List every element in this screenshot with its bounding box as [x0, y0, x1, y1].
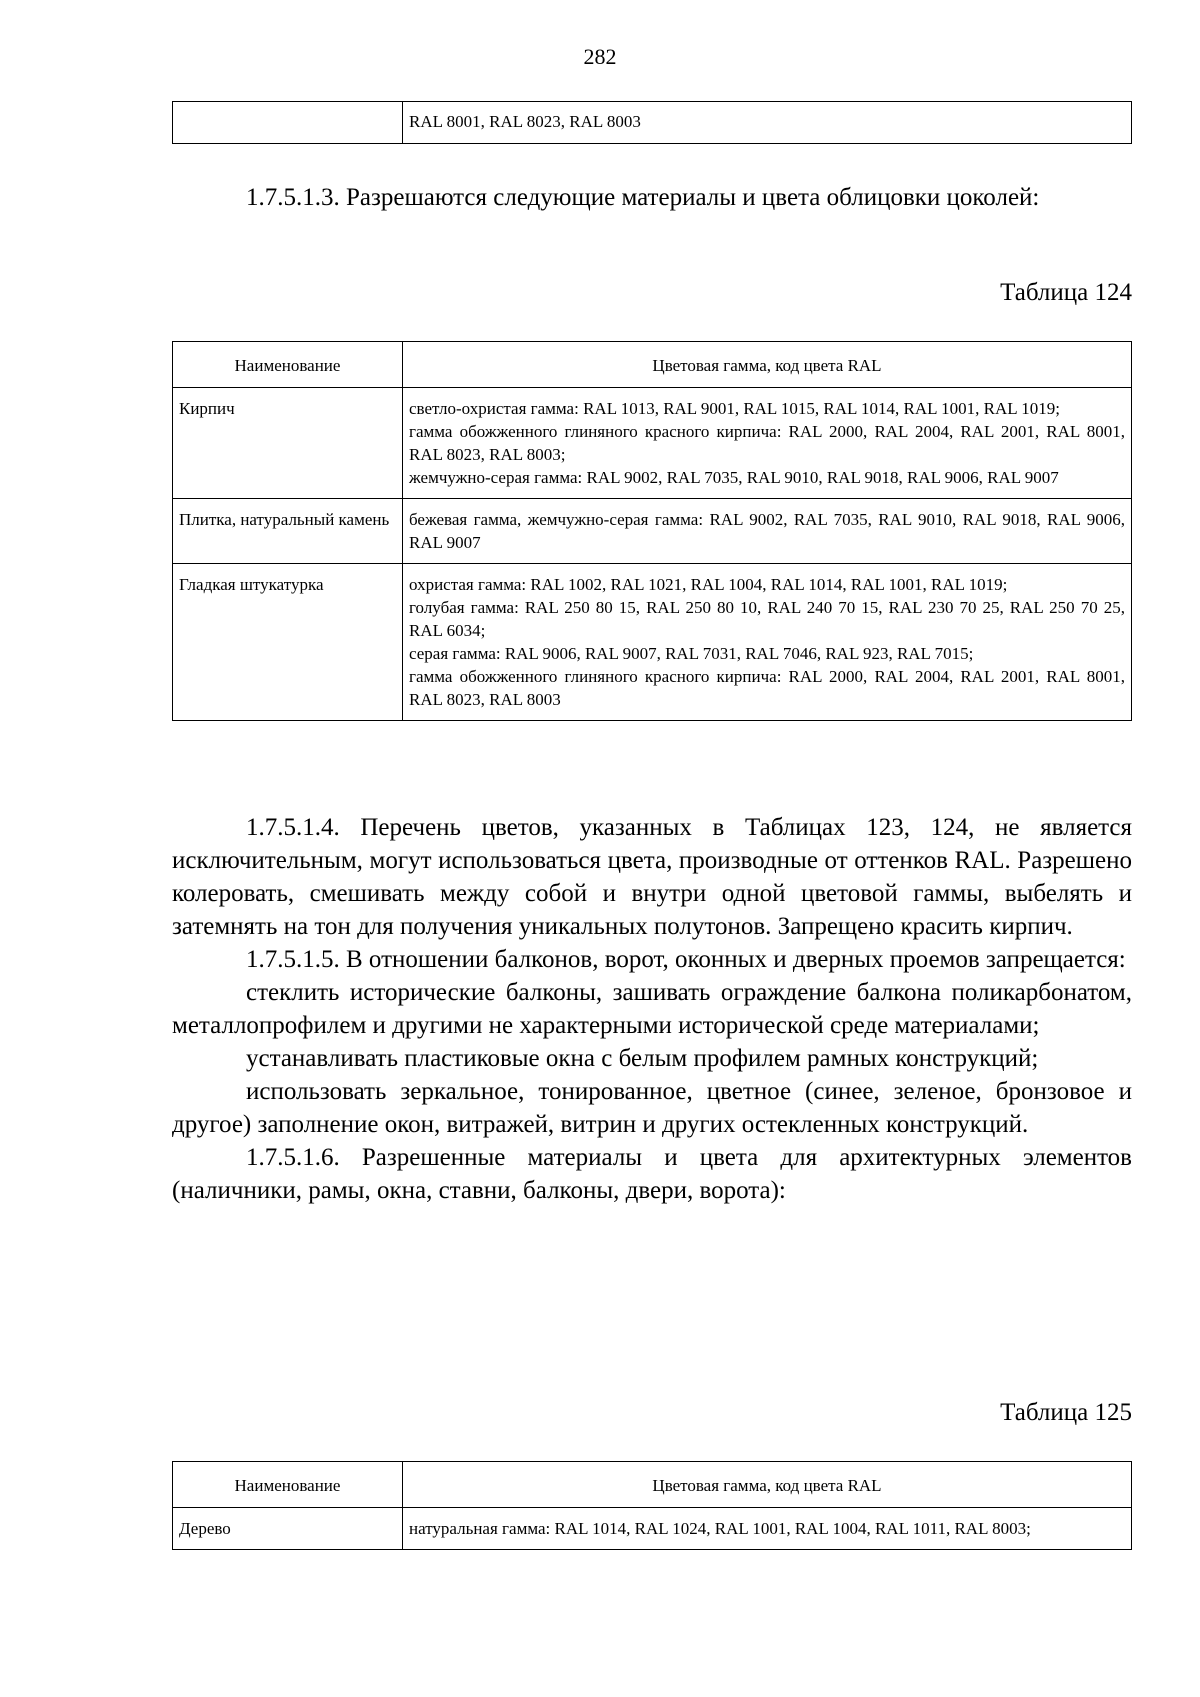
cell-colors — [403, 388, 1132, 499]
color-line: гамма обожженного глиняного красного кирпича: RAL 2000, RAL 2004, RAL 2001, RAL 8001, RAL 8023, RAL 8003; — [409, 422, 1125, 464]
cell-colors — [403, 564, 1132, 721]
color-line: натуральная гамма: RAL 1014, RAL 1024, RAL 1001, RAL 1004, RAL 1011, RAL 8003; — [409, 1519, 1031, 1538]
page-number: 282 — [583, 44, 617, 69]
color-line: бежевая гамма, жемчужно-серая гамма: RAL 9002, RAL 7035, RAL 9010, RAL 9018, RAL 9006, RAL 9007 — [409, 510, 1125, 552]
paragraph-1-7-5-1-4: 1.7.5.1.4. Перечень цветов, указанных в Таблицах 123, 124, не является исключительным, могут использоваться цвета, производные от оттенков RAL. Разрешено колеровать, смешивать между собой и внутри одной цветовой гаммы, выбелять и затемнять на тон для получения уникальных полутонов. Запрещено красить кирпич. — [172, 814, 1132, 940]
cell-name — [173, 102, 403, 144]
header-colors: Цветовая гамма, код цвета RAL — [403, 1462, 1132, 1508]
table-125-caption: Таблица 125 — [1000, 1399, 1132, 1426]
color-line: охристая гамма: RAL 1002, RAL 1021, RAL 1004, RAL 1014, RAL 1001, RAL 1019; — [409, 575, 1008, 594]
table-row — [173, 499, 1132, 564]
table-row — [173, 102, 1132, 144]
cell-name: Плитка, натуральный камень — [173, 499, 403, 564]
paragraph-item-windows: устанавливать пластиковые окна с белым профилем рамных конструкций; — [246, 1045, 1039, 1072]
table-125 — [172, 1461, 1132, 1550]
cell-colors — [403, 1508, 1132, 1550]
color-line: гамма обожженного глиняного красного кирпича: RAL 2000, RAL 2004, RAL 2001, RAL 8001, RAL 8023, RAL 8003 — [409, 667, 1125, 709]
paragraph-1-7-5-1-6: 1.7.5.1.6. Разрешенные материалы и цвета для архитектурных элементов (наличники, рамы, окна, ставни, балконы, двери, ворота): — [172, 1144, 1132, 1204]
cell-name: Гладкая штукатурка — [173, 564, 403, 721]
header-name: Наименование — [173, 342, 403, 388]
cell-colors: RAL 8001, RAL 8023, RAL 8003 — [403, 102, 1132, 144]
header-colors: Цветовая гамма, код цвета RAL — [403, 342, 1132, 388]
paragraph-1-7-5-1-3: 1.7.5.1.3. Разрешаются следующие материалы и цвета облицовки цоколей: — [246, 184, 1040, 211]
paragraph-1-7-5-1-5: 1.7.5.1.5. В отношении балконов, ворот, оконных и дверных проемов запрещается: — [246, 946, 1126, 973]
paragraph-item-balconies: стеклить исторические балконы, зашивать ограждение балкона поликарбонатом, металлопрофилем и другими не характерными исторической среде материалами; — [172, 979, 1132, 1039]
table-row — [173, 564, 1132, 721]
table-124-caption: Таблица 124 — [1000, 279, 1132, 306]
table-124 — [172, 341, 1132, 721]
table-header-row — [173, 342, 1132, 388]
paragraph-item-glazing: использовать зеркальное, тонированное, цветное (синее, зеленое, бронзовое и другое) заполнение окон, витражей, витрин и других остекленных конструкций. — [172, 1078, 1132, 1138]
header-name: Наименование — [173, 1462, 403, 1508]
table-continuation — [172, 101, 1132, 144]
cell-colors — [403, 499, 1132, 564]
cell-name: Кирпич — [173, 388, 403, 499]
table-row — [173, 388, 1132, 499]
color-line: серая гамма: RAL 9006, RAL 9007, RAL 7031, RAL 7046, RAL 923, RAL 7015; — [409, 644, 974, 663]
table-row — [173, 1508, 1132, 1550]
color-line: голубая гамма: RAL 250 80 15, RAL 250 80 10, RAL 240 70 15, RAL 230 70 25, RAL 250 70 25, RAL 6034; — [409, 598, 1125, 640]
table-header-row — [173, 1462, 1132, 1508]
cell-name: Дерево — [173, 1508, 403, 1550]
color-line: жемчужно-серая гамма: RAL 9002, RAL 7035, RAL 9010, RAL 9018, RAL 9006, RAL 9007 — [409, 468, 1059, 487]
color-line: светло-охристая гамма: RAL 1013, RAL 9001, RAL 1015, RAL 1014, RAL 1001, RAL 1019; — [409, 399, 1061, 418]
